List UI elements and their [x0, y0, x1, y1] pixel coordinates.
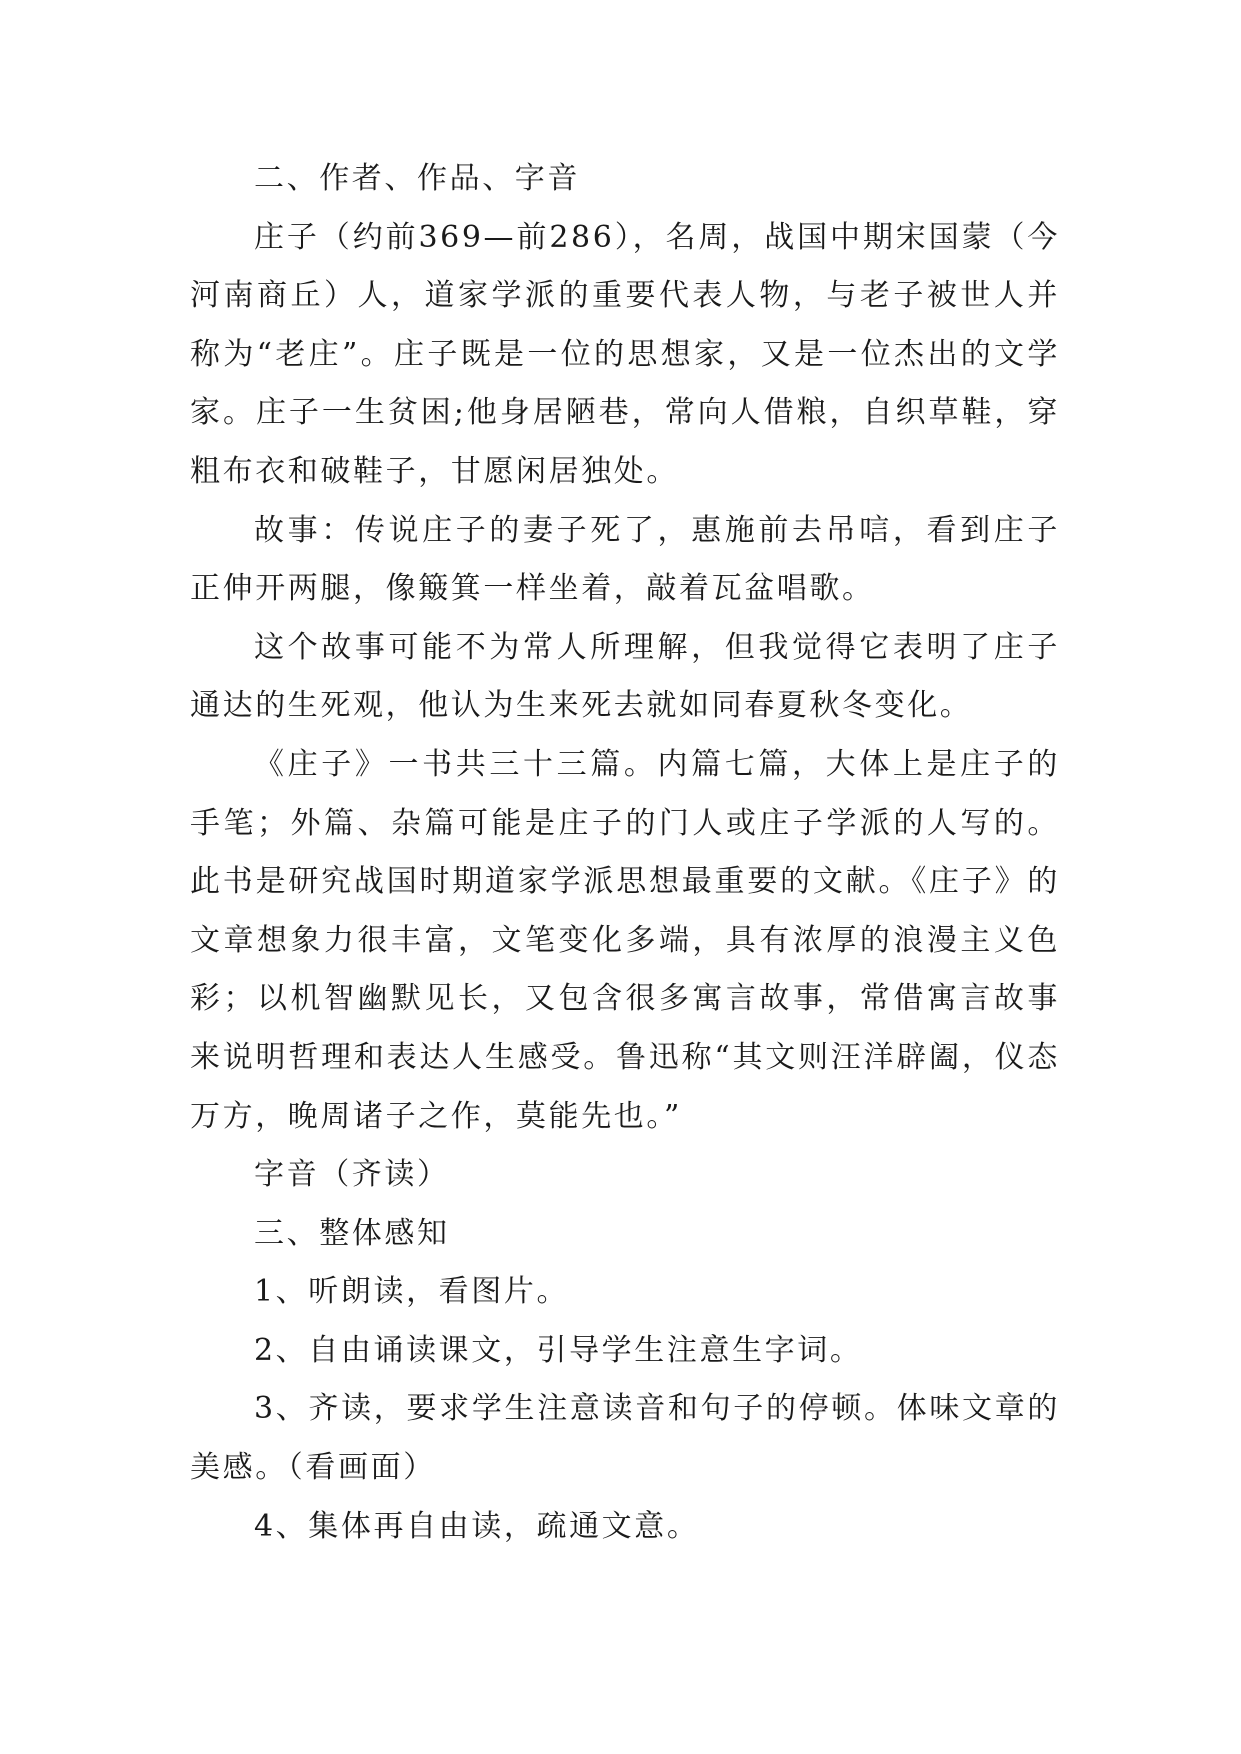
list-item-2: 2、自由诵读课文，引导学生注意生字词。 — [254, 1332, 863, 1368]
list-item-3: 3、齐读，要求学生注意读音和句子的停顿。体味文章的美感。（看画面） — [190, 1391, 1060, 1486]
document-body — [190, 150, 1060, 1556]
paragraph-zhuangzi-bio: 庄子（约前369—前286），名周，战国中期宋国蒙（今河南商丘）人，道家学派的重要代表人物，与老子被世人并称为“老庄”。庄子既是一位的思想家，又是一位杰出的文学家。庄子一生贫困;他身居陋巷，常向人借粮，自织草鞋，穿粗布衣和破鞋子，甘愿闲居独处。 — [190, 219, 1060, 489]
list-item-1: 1、听朗读，看图片。 — [254, 1274, 570, 1310]
paragraph-book-intro: 《庄子》一书共三十三篇。内篇七篇，大体上是庄子的手笔；外篇、杂篇可能是庄子的门人或庄子学派的人写的。此书是研究战国时期道家学派思想最重要的文献。《庄子》的文章想象力很丰富，文笔变化多端，具有浓厚的浪漫主义色彩；以机智幽默见长，又包含很多寓言故事，常借寓言故事来说明哲理和表达人生感受。鲁迅称“其文则汪洋辟阖，仪态万方，晚周诸子之作，莫能先也。” — [190, 746, 1060, 1134]
paragraph-story: 故事：传说庄子的妻子死了，惠施前去吊唁，看到庄子正伸开两腿，像簸箕一样坐着，敲着瓦盆唱歌。 — [190, 512, 1060, 607]
section-heading-author-works: 二、作者、作品、字音 — [254, 161, 580, 196]
section-heading-overall: 三、整体感知 — [254, 1215, 450, 1251]
paragraph-pronunciation: 字音（齐读） — [254, 1157, 450, 1193]
paragraph-story-comment: 这个故事可能不为常人所理解，但我觉得它表明了庄子通达的生死观，他认为生来死去就如同春夏秋冬变化。 — [190, 629, 1060, 724]
list-item-4: 4、集体再自由读，疏通文意。 — [254, 1508, 700, 1544]
